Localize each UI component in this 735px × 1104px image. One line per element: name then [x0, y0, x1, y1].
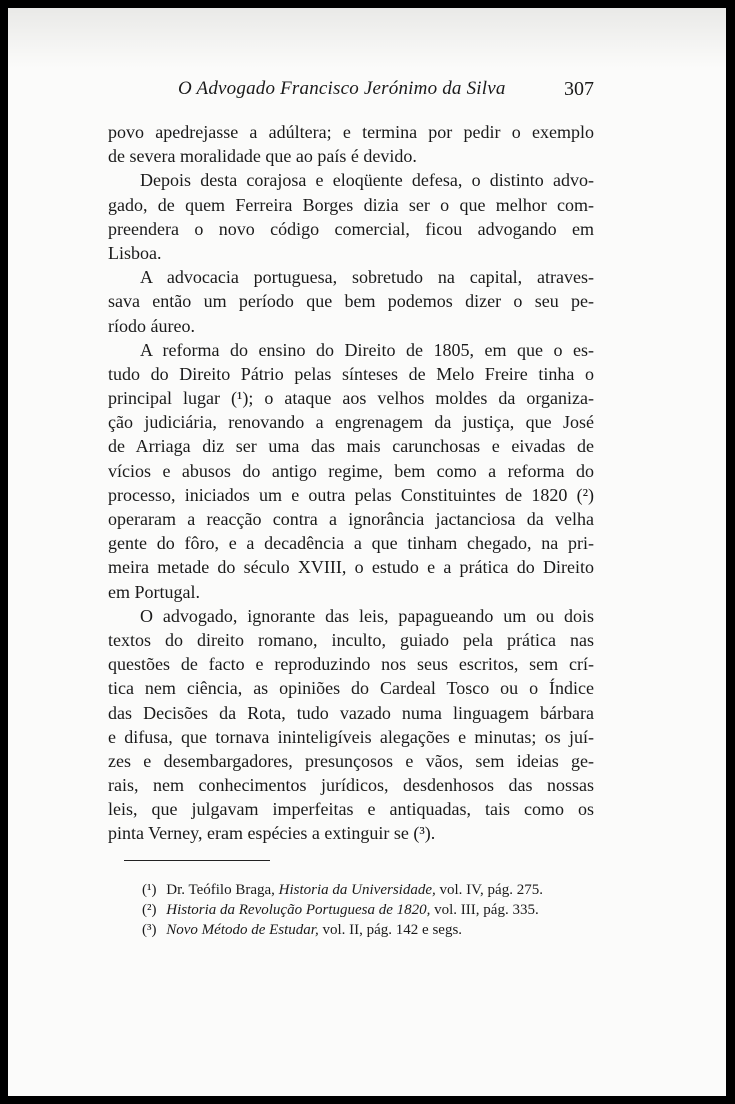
footnote-text: vol. IV, pág. 275. — [439, 882, 543, 898]
text-line: A advocacia portuguesa, sobretudo na capital, atraves- — [140, 267, 594, 288]
text-line: zes e desembargadores, presunçosos e vãos, sem ideias ge- — [108, 750, 594, 771]
text-line: meira metade do século XVIII, o estudo e a prática do Direito — [108, 557, 594, 578]
book-page — [8, 8, 726, 1096]
text-line: A reforma do ensino do Direito de 1805, em que o es- — [140, 339, 594, 360]
text-line: vícios e abusos do antigo regime, bem como a reforma do — [108, 460, 594, 481]
text-line: e difusa, que tornava ininteligíveis alegações e minutas; os juí- — [108, 726, 594, 747]
text-line: de Arriaga diz ser uma das mais carunchosas e eivadas de — [108, 436, 594, 457]
footnote-mark: (³) — [142, 922, 157, 938]
text-line: gente do fôro, e a decadência a que tinham chegado, na pri- — [108, 533, 594, 554]
text-line: leis, que julgavam imperfeitas e antiquadas, tais como os — [108, 799, 594, 820]
footnote-title: Historia da Universidade, — [278, 882, 436, 898]
text-line: rais, nem conhecimentos jurídicos, desdenhosos das nossas — [108, 775, 594, 796]
footnote-text: vol. II, pág. 142 e segs. — [322, 922, 463, 938]
footnote-mark: (²) — [142, 902, 157, 918]
footnote-1 — [142, 880, 602, 900]
text-line: pinta Verney, eram espécies a extinguir se (³). — [108, 823, 436, 844]
text-line: operaram a reacção contra a ignorância jactanciosa da velha — [108, 509, 594, 529]
footnote-separator — [124, 860, 270, 861]
text-line: Depois desta corajosa e eloqüente defesa, o distinto advo- — [140, 170, 594, 191]
text-line: em Portugal. — [108, 581, 200, 602]
text-line: tudo do Direito Pátrio pelas sínteses de Melo Freire tinha o — [108, 363, 594, 384]
text-line: questões de facto e reproduzindo nos seus escritos, sem crí- — [108, 654, 594, 675]
text-line: sava então um período que bem podemos dizer o seu pe- — [108, 291, 594, 312]
footnote-text: vol. III, pág. 335. — [434, 902, 539, 918]
footnote-title: Historia da Revolução Portuguesa de 1820, — [166, 902, 431, 918]
text-line: tica nem ciência, as opiniões do Cardeal Tosco ou o Índice — [108, 678, 594, 699]
footnotes — [142, 880, 602, 940]
page-header — [108, 78, 594, 104]
text-line: principal lugar (¹); o ataque aos velhos moldes da organiza- — [108, 388, 594, 409]
text-line: processo, iniciados um e outra pelas Constituintes de 1820 (²) — [108, 484, 594, 505]
footnote-title: Novo Método de Estudar, — [166, 922, 319, 938]
text-line: das Decisões da Rota, tudo vazado numa linguagem bárbara — [108, 702, 594, 723]
text-line: gado, de quem Ferreira Borges dizia ser o que melhor com- — [108, 194, 594, 215]
footnote-3 — [142, 920, 602, 940]
text-line: O advogado, ignorante das leis, papagueando um ou dois — [140, 605, 594, 626]
text-line: povo apedrejasse a adúltera; e termina por pedir o exemplo — [108, 122, 594, 142]
text-line: de severa moralidade que ao país é devido. — [108, 146, 417, 167]
body-text — [108, 120, 594, 846]
footnote-text: Dr. Teófilo Braga, — [166, 882, 275, 898]
text-line: textos do direito romano, inculto, guiado pela prática nas — [108, 629, 594, 650]
running-title: O Advogado Francisco Jerónimo da Silva — [178, 78, 506, 99]
footnote-2 — [142, 900, 602, 920]
footnote-mark: (¹) — [142, 882, 157, 898]
page-number: 307 — [564, 78, 594, 100]
text-line: preendera o novo código comercial, ficou advogando em — [108, 218, 594, 239]
text-line: ríodo áureo. — [108, 315, 195, 336]
text-line: Lisboa. — [108, 242, 162, 263]
text-line: ção judiciária, renovando a engrenagem da justiça, que José — [108, 412, 594, 433]
